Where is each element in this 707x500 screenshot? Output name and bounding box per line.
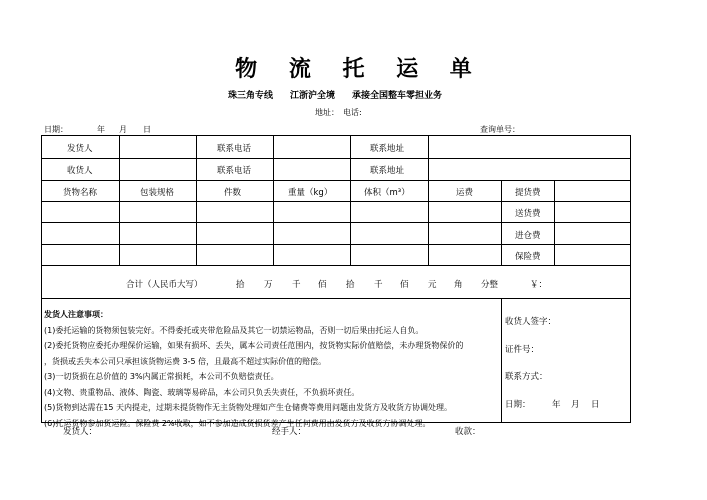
id-number-label: 证件号： <box>505 345 540 355</box>
date-label: 日期： <box>44 125 68 134</box>
col-line <box>119 180 120 265</box>
col-header-packaging: 包装规格 <box>140 188 175 198</box>
fee-pickup: 提货费 <box>515 188 541 198</box>
form-title: 物 流 托 运 单 <box>235 57 484 82</box>
col-line <box>196 180 197 265</box>
col-header-goods: 货物名称 <box>63 188 98 198</box>
total-unit: 佰 <box>400 280 409 290</box>
date-year: 年 <box>97 125 105 134</box>
row-line <box>41 180 631 181</box>
shipper-label: 发货人 <box>67 144 93 154</box>
receiver-address-label: 联系地址 <box>370 166 405 176</box>
col-line <box>350 180 351 265</box>
footer-handler-label: 经手人： <box>272 427 307 437</box>
col-header-weight: 重量（kg） <box>288 188 333 198</box>
total-unit: 分整 <box>481 280 499 290</box>
note-item: (1)委托运输的货物须包装完好。不得委托或夹带危险品及其它一切禁运物品，否则一切后果由托运人自负。 <box>44 325 424 335</box>
col-line <box>428 180 429 265</box>
date-month: 月 <box>119 125 127 134</box>
col-header-quantity: 件数 <box>224 188 242 198</box>
receiver-phone-label: 联系电话 <box>217 166 252 176</box>
note-item: (3)一切货损在总价值的 3%内属正常损耗，本公司不负赔偿责任。 <box>44 372 279 381</box>
note-item: (2)委托货物应委托办理保价运输，如果有损坏、丢失，属本公司责任范围内，按货物实际价值赔偿，未办理货物保价的 <box>44 341 464 350</box>
total-unit: 佰 <box>318 280 327 290</box>
row-line <box>41 222 631 223</box>
shipper-notes <box>44 307 463 431</box>
note-item: (6)托运货物参加货运险。保险费 2%收取，如不参加造成货损货差产生任何费用由发货方及收货方协调处理。 <box>44 418 431 428</box>
row-line <box>41 201 631 202</box>
col-line <box>554 180 555 265</box>
footer-shipper-label: 发货人： <box>63 427 98 437</box>
total-unit: 拾 <box>346 280 355 290</box>
total-yen-label: ￥： <box>530 280 548 290</box>
note-item: (5)货物到达需在15 天内提走，过期未提货物作无主货物处理如产生仓储费等费用问题由发货方及收货方协调处理。 <box>44 403 453 412</box>
phone-label: 电话: <box>343 108 362 117</box>
shipper-address-label: 联系地址 <box>370 144 405 154</box>
row-line <box>41 158 631 159</box>
row-line <box>41 298 631 299</box>
row-line <box>41 265 631 266</box>
sign-date-year: 年 <box>552 400 561 410</box>
subtitle-route-1: 珠三角专线 <box>228 91 274 101</box>
total-unit: 元 <box>428 280 437 290</box>
total-unit: 千 <box>292 280 301 290</box>
col-header-freight: 运费 <box>456 188 474 198</box>
fee-warehouse: 进仓费 <box>515 231 541 241</box>
total-unit: 拾 <box>236 280 245 290</box>
col-header-volume: 体积（m³） <box>364 188 410 198</box>
total-label: 合计（人民币大写） <box>126 280 203 290</box>
col-line <box>501 298 502 422</box>
sign-date-month: 月 <box>571 400 580 410</box>
receiver-label: 收货人 <box>67 166 93 176</box>
notes-heading: 发货人注意事项： <box>44 310 108 319</box>
col-line <box>350 135 351 180</box>
sign-date-label: 日期： <box>505 400 531 410</box>
total-unit: 万 <box>264 280 273 290</box>
date-day: 日 <box>143 125 151 134</box>
table-border-left <box>41 135 42 422</box>
col-line <box>119 135 120 180</box>
note-item: (4)文物、贵重物品、液体、陶瓷、玻璃等易碎品，本公司只负丢失责任，不负损坏责任。 <box>44 387 360 397</box>
contact-method-label: 联系方式： <box>505 372 548 382</box>
row-line <box>41 244 631 245</box>
total-unit: 角 <box>454 280 463 290</box>
receiver-signature-label: 收货人签字： <box>505 317 557 327</box>
subtitle-route-2: 江浙沪全境 <box>290 91 336 101</box>
shipper-phone-label: 联系电话 <box>217 144 252 154</box>
col-line <box>428 135 429 180</box>
fee-insurance: 保险费 <box>515 252 541 262</box>
query-number-label: 查询单号： <box>480 125 520 134</box>
sign-date-day: 日 <box>591 400 600 410</box>
footer-payee-label: 收款： <box>455 427 481 437</box>
col-line <box>501 180 502 265</box>
address-label: 地址： <box>315 108 339 117</box>
table-border-right <box>630 135 631 422</box>
col-line <box>273 135 274 180</box>
subtitle-service: 承接全国整车零担业务 <box>352 91 443 101</box>
note-item: ，货损或丢失本公司只承担该货物运费 3-5 倍，且最高不超过实际价值的赔偿。 <box>44 356 327 366</box>
total-unit: 千 <box>374 280 383 290</box>
fee-delivery: 送货费 <box>515 209 541 219</box>
table-border-top <box>41 135 631 136</box>
col-line <box>196 135 197 180</box>
col-line <box>273 180 274 265</box>
